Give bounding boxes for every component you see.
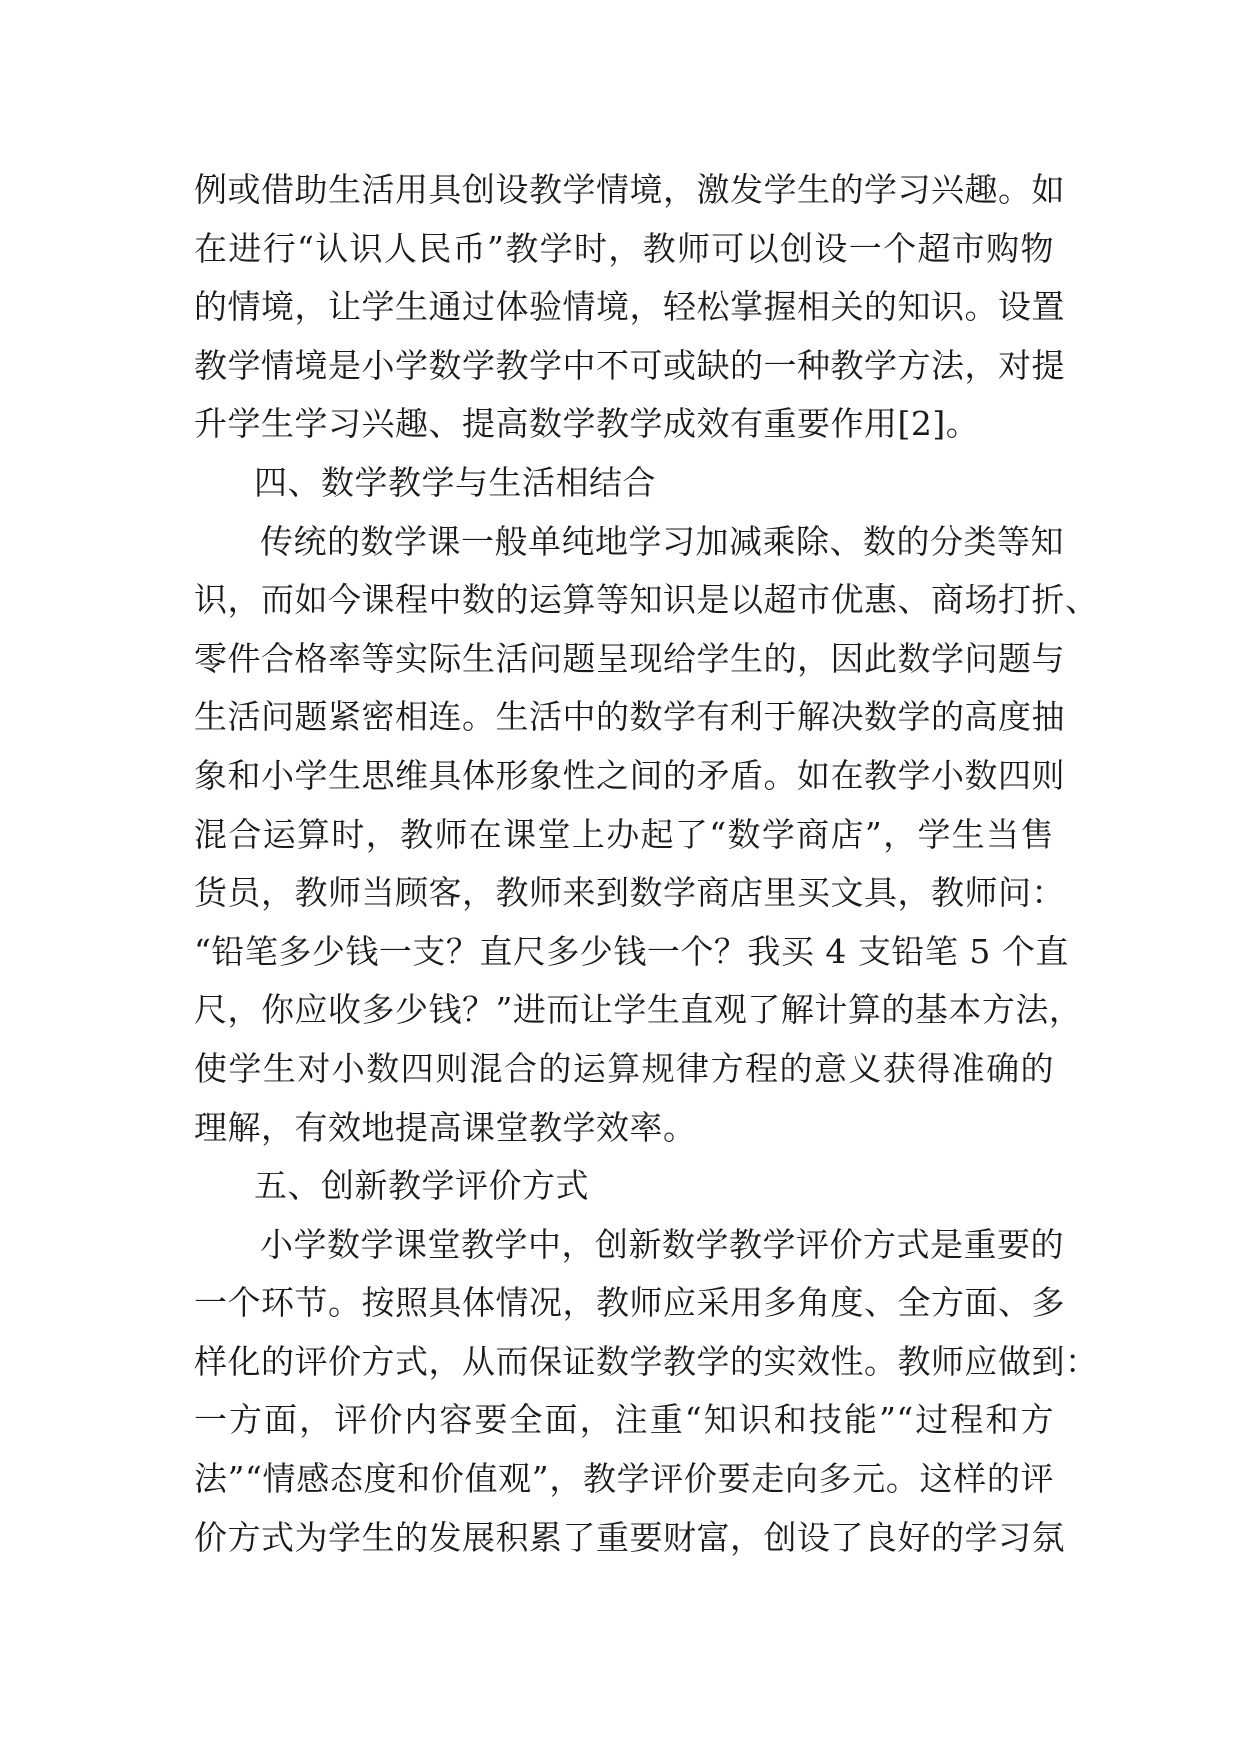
paragraph-line: 样化的评价方式，从而保证数学教学的实效性。教师应做到： [194,1341,1099,1381]
paragraph-line: 例或借助生活用具创设教学情境，激发学生的学习兴趣。如 [194,170,1065,209]
paragraph-line: 理解，有效地提高课堂教学效率。 [194,1107,697,1147]
paragraph-line: 的情境，让学生通过体验情境，轻松掌握相关的知识。设置 [194,287,1065,327]
paragraph-line: 传统的数学课一般单纯地学习加减乘除、数的分类等知 [260,521,1064,561]
paragraph-line: 生活问题紧密相连。生活中的数学有利于解决数学的高度抽 [194,697,1065,737]
body-text [194,161,1099,1567]
paragraph-line: 识，而如今课程中数的运算等知识是以超市优惠、商场打折、 [194,580,1099,620]
section-heading: 四、数学教学与生活相结合 [254,462,656,502]
paragraph-line: 零件合格率等实际生活问题呈现给学生的，因此数学问题与 [194,638,1065,678]
paragraph-line: 升学生学习兴趣、提高数学教学成效有重要作用[2]。 [194,404,980,444]
paragraph-line: “铅笔多少钱一支？直尺多少钱一个？我买 4 支铅笔 5 个直 [194,931,1069,971]
paragraph-line: 教学情境是小学数学教学中不可或缺的一种教学方法，对提 [194,345,1065,385]
paragraph-line: 象和小学生思维具体形象性之间的矛盾。如在教学小数四则 [194,755,1065,795]
paragraph-line: 法”“情感态度和价值观”，教学评价要走向多元。这样的评 [194,1459,1054,1499]
paragraph-line: 一方面，评价内容要全面，注重“知识和技能”“过程和方 [194,1400,1054,1440]
paragraph-line: 在进行“认识人民币”教学时，教师可以创设一个超市购物 [194,228,1054,268]
paragraph-line: 小学数学课堂教学中，创新数学教学评价方式是重要的 [260,1224,1064,1264]
paragraph-line: 一个环节。按照具体情况，教师应采用多角度、全方面、多 [194,1283,1065,1323]
paragraph-line: 使学生对小数四则混合的运算规律方程的意义获得准确的 [194,1048,1054,1088]
paragraph-line: 价方式为学生的发展积累了重要财富，创设了良好的学习氛 [194,1517,1065,1557]
paragraph-line: 货员，教师当顾客，教师来到数学商店里买文具，教师问： [194,873,1065,913]
paragraph-line: 混合运算时，教师在课堂上办起了“数学商店”，学生当售 [194,814,1054,854]
section-heading: 五、创新教学评价方式 [254,1166,589,1206]
paragraph-line: 尺，你应收多少钱？”进而让学生直观了解计算的基本方法， [194,990,1083,1030]
